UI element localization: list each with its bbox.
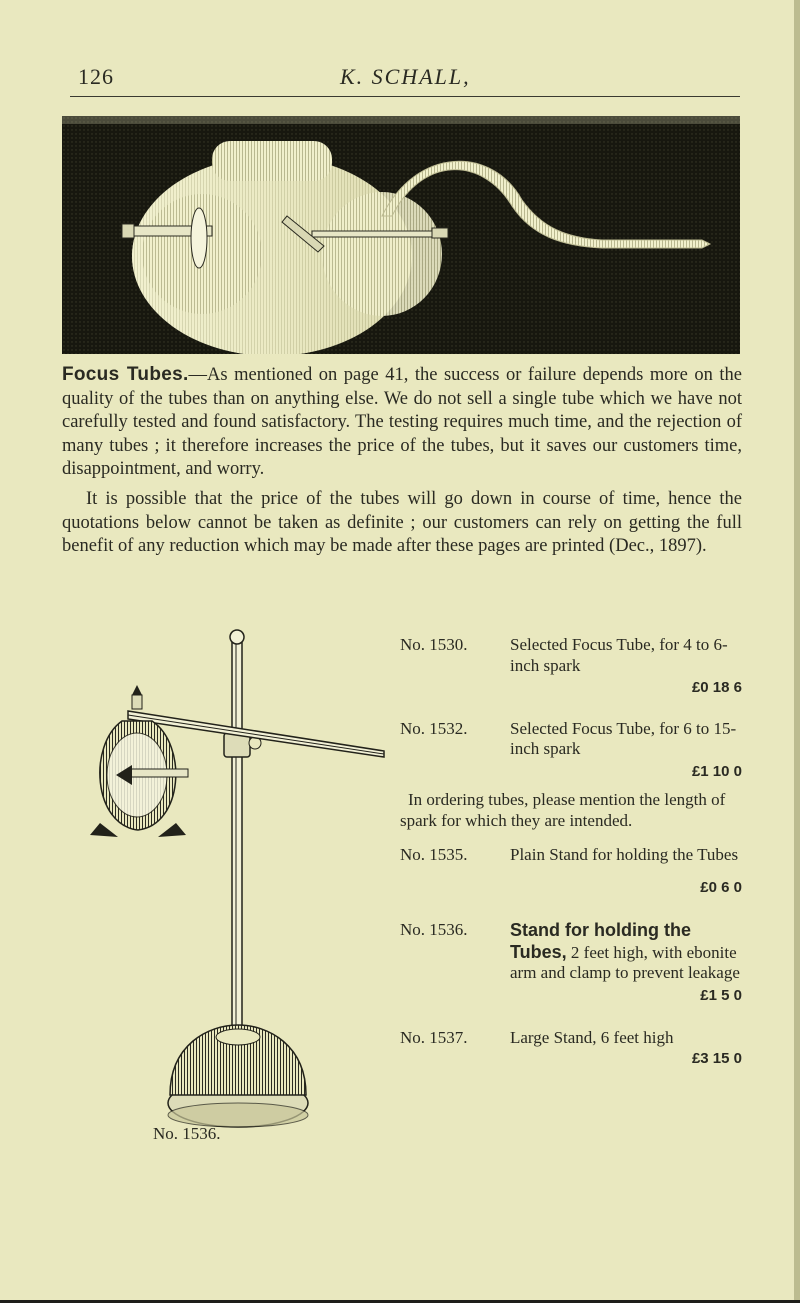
header-rule xyxy=(70,96,740,97)
item-price: £1 10 0 xyxy=(691,762,742,780)
item-description: 2 feet high, with ebonite arm and clamp to prevent leakage xyxy=(510,942,740,982)
item-description: Selected Focus Tube, for 4 to 6-inch spark xyxy=(510,635,728,675)
item-description: Large Stand, 6 feet high xyxy=(510,1028,674,1047)
intro-paragraph-1: —As mentioned on page 41, the success or failure depends more on the quality of the tubes than on anything else. We do not sell a single tube which we have not carefully tested and found satisfactory. The testing requires much time, and the rejection of many tubes ; it therefore increases the price of the tubes, but it saves our customers time, disappointment, and worry. xyxy=(62,365,742,480)
list-item xyxy=(400,719,742,783)
item-number: No. 1535. xyxy=(400,845,468,864)
intro-paragraph-2: It is possible that the price of the tubes will go down in course of time, hence the quotations below cannot be taken as definite ; our customers can rely on getting the full benefit of any reduction which may be made after these pages are printed (Dec., 1897). xyxy=(62,488,742,557)
running-title: K. SCHALL, xyxy=(340,64,471,89)
list-item xyxy=(400,845,742,898)
item-number: No. 1536. xyxy=(400,920,468,939)
page-edge xyxy=(794,0,800,1303)
item-price: £0 18 6 xyxy=(691,679,742,696)
item-price: £0 6 0 xyxy=(700,878,742,896)
ordering-note: In ordering tubes, please mention the length of spark for which they are intended. xyxy=(400,790,726,830)
figure-caption: No. 1536. xyxy=(153,1124,221,1143)
item-number: No. 1537. xyxy=(400,1028,468,1047)
section-lead: Focus Tubes. xyxy=(62,364,189,385)
item-price: £3 15 0 xyxy=(691,1049,742,1067)
tube-stand-icon xyxy=(88,625,388,1137)
list-item xyxy=(400,920,742,1006)
intro-text xyxy=(62,363,742,559)
page-number: 126 xyxy=(78,64,114,89)
item-description: Plain Stand for holding the Tubes xyxy=(510,845,739,864)
item-title: Stand for holding the Tubes, xyxy=(510,920,691,962)
page-header xyxy=(0,64,800,100)
list-item xyxy=(400,635,742,699)
item-price: £1 5 0 xyxy=(700,986,742,1004)
catalog-list xyxy=(400,635,742,1069)
item-number: No. 1530. xyxy=(400,635,468,654)
item-description: Selected Focus Tube, for 6 to 15-inch spark xyxy=(510,718,737,758)
item-number: No. 1532. xyxy=(400,718,468,738)
list-item xyxy=(400,1028,742,1069)
x-ray-focus-tube-icon xyxy=(62,116,740,354)
